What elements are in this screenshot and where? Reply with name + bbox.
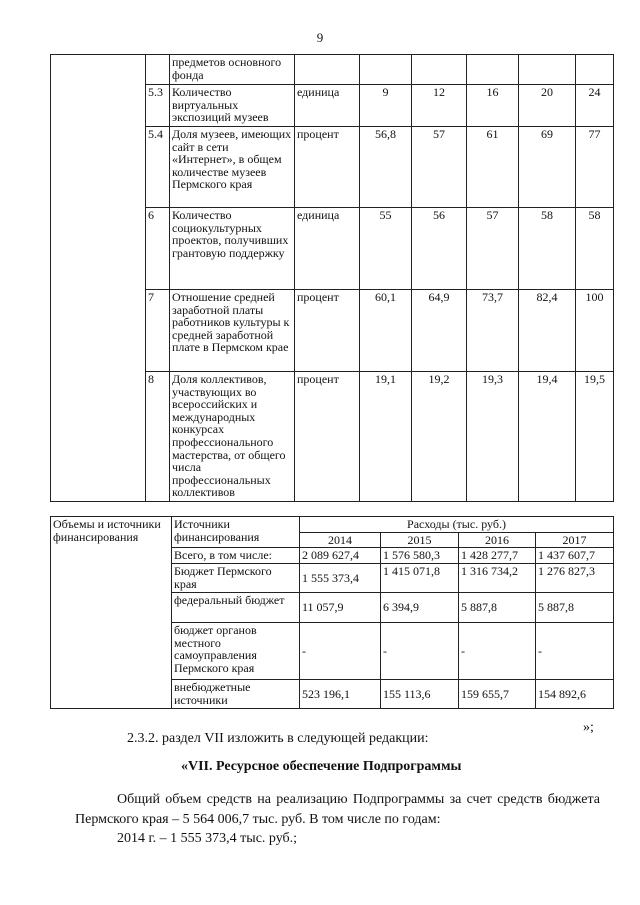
section-title: «VII. Ресурсное обеспечение Подпрограммы bbox=[181, 759, 462, 774]
indicator-name: Отношение средней заработной платы работников культуры к средней заработной плате в Пермском крае bbox=[170, 290, 295, 372]
indicator-number: 5.4 bbox=[146, 127, 170, 208]
indicator-unit: единица bbox=[295, 208, 360, 290]
indicator-number: 7 bbox=[146, 290, 170, 372]
value-cell: 1 437 607,7 bbox=[536, 548, 614, 564]
value-cell: 1 576 580,3 bbox=[381, 548, 459, 564]
value-cell: 64,9 bbox=[412, 290, 467, 372]
value-cell: 2 089 627,4 bbox=[300, 548, 381, 564]
value-cell: 523 196,1 bbox=[300, 680, 381, 709]
value-cell: 56 bbox=[412, 208, 467, 290]
indicators-table bbox=[50, 54, 614, 502]
indicator-unit: процент bbox=[295, 290, 360, 372]
indicator-number: 6 bbox=[146, 208, 170, 290]
value-cell: 56,8 bbox=[360, 127, 412, 208]
value-cell: 58 bbox=[519, 208, 576, 290]
indicator-name: Доля музеев, имеющих сайт в сети «Интернет», в общем количестве музеев Пермского края bbox=[170, 127, 295, 208]
source-name: внебюджетные источники bbox=[172, 680, 300, 709]
value-cell: 57 bbox=[467, 208, 519, 290]
value-cell: 20 bbox=[519, 85, 576, 127]
indicator-number: 8 bbox=[146, 372, 170, 502]
table-row bbox=[51, 517, 614, 533]
value-cell: 5 887,8 bbox=[536, 593, 614, 623]
value-cell: 19,4 bbox=[519, 372, 576, 502]
sources-header: Источники финансирования bbox=[172, 517, 300, 548]
table-row bbox=[51, 55, 614, 85]
value-cell: 77 bbox=[576, 127, 614, 208]
value-cell: 19,2 bbox=[412, 372, 467, 502]
value-cell: - bbox=[459, 623, 536, 680]
value-cell: 19,1 bbox=[360, 372, 412, 502]
source-name: Бюджет Пермского края bbox=[172, 564, 300, 593]
value-cell: - bbox=[536, 623, 614, 680]
page-number: 9 bbox=[316, 30, 324, 45]
indicator-unit bbox=[295, 55, 360, 85]
value-cell: 9 bbox=[360, 85, 412, 127]
value-cell bbox=[412, 55, 467, 85]
value-cell: 24 bbox=[576, 85, 614, 127]
value-cell: 154 892,6 bbox=[536, 680, 614, 709]
value-cell: 1 316 734,2 bbox=[459, 564, 536, 593]
table-cell bbox=[51, 55, 146, 502]
value-cell bbox=[360, 55, 412, 85]
indicator-name: Количество виртуальных экспозиций музеев bbox=[170, 85, 295, 127]
value-cell: 73,7 bbox=[467, 290, 519, 372]
source-name: федеральный бюджет bbox=[172, 593, 300, 623]
indicator-unit: единица bbox=[295, 85, 360, 127]
value-cell: 100 bbox=[576, 290, 614, 372]
source-name: Всего, в том числе: bbox=[172, 548, 300, 564]
value-cell: 82,4 bbox=[519, 290, 576, 372]
value-cell bbox=[576, 55, 614, 85]
value-cell: 1 555 373,4 bbox=[300, 564, 381, 593]
value-cell: 6 394,9 bbox=[381, 593, 459, 623]
body-paragraph: Общий объем средств на реализацию Подпрограммы за счет средств бюджета Пермского края – 5 564 006,7 тыс. руб. В том числе по годам: bbox=[75, 792, 600, 827]
value-cell: 1 415 071,8 bbox=[381, 564, 459, 593]
source-name: бюджет органов местного самоуправления Пермского края bbox=[172, 623, 300, 680]
indicator-unit: процент bbox=[295, 127, 360, 208]
amendment-item: 2.3.2. раздел VII изложить в следующей редакции: bbox=[127, 731, 429, 746]
indicator-name: предметов основного фонда bbox=[170, 55, 295, 85]
value-cell: 58 bbox=[576, 208, 614, 290]
value-cell bbox=[519, 55, 576, 85]
expenses-header: Расходы (тыс. руб.) bbox=[300, 517, 614, 533]
value-cell: 12 bbox=[412, 85, 467, 127]
value-cell: 57 bbox=[412, 127, 467, 208]
value-cell: 55 bbox=[360, 208, 412, 290]
value-cell: 19,5 bbox=[576, 372, 614, 502]
indicator-name: Количество социокультурных проектов, получивших грантовую поддержку bbox=[170, 208, 295, 290]
value-cell: 16 bbox=[467, 85, 519, 127]
indicator-number: 5.3 bbox=[146, 85, 170, 127]
indicator-number bbox=[146, 55, 170, 85]
financing-table bbox=[50, 516, 614, 709]
value-cell: 69 bbox=[519, 127, 576, 208]
value-cell: 19,3 bbox=[467, 372, 519, 502]
financing-row-label: Объемы и источники финансирования bbox=[51, 517, 172, 709]
year-header: 2017 bbox=[536, 532, 614, 548]
value-cell: 11 057,9 bbox=[300, 593, 381, 623]
closing-quote: »; bbox=[583, 720, 594, 735]
value-cell: 1 276 827,3 bbox=[536, 564, 614, 593]
value-cell: 1 428 277,7 bbox=[459, 548, 536, 564]
value-cell: 60,1 bbox=[360, 290, 412, 372]
value-cell: 61 bbox=[467, 127, 519, 208]
value-cell: - bbox=[381, 623, 459, 680]
year-amount-line: 2014 г. – 1 555 373,4 тыс. руб.; bbox=[117, 831, 298, 846]
indicator-name: Доля коллективов, участвующих во всероссийских и международных конкурсах профессионального мастерства, от общего числа профессиональных коллективов bbox=[170, 372, 295, 502]
indicator-unit: процент bbox=[295, 372, 360, 502]
year-header: 2014 bbox=[300, 532, 381, 548]
value-cell: 5 887,8 bbox=[459, 593, 536, 623]
year-header: 2016 bbox=[459, 532, 536, 548]
value-cell: 155 113,6 bbox=[381, 680, 459, 709]
value-cell bbox=[467, 55, 519, 85]
year-header: 2015 bbox=[381, 532, 459, 548]
value-cell: 159 655,7 bbox=[459, 680, 536, 709]
value-cell: - bbox=[300, 623, 381, 680]
